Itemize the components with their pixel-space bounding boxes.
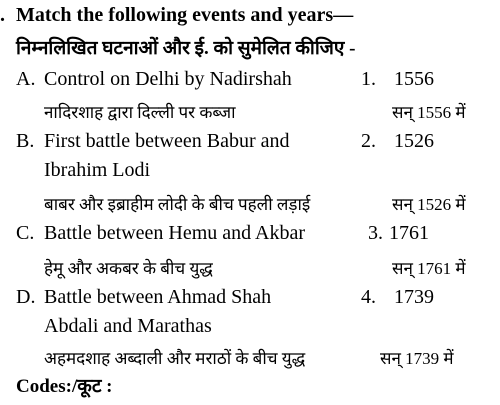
item-b-year-hi: सन् 1526 में xyxy=(392,195,466,214)
item-b-label: B. xyxy=(16,130,35,152)
item-d-year-hi: सन् 1739 में xyxy=(380,349,454,368)
codes-label: Codes:/कूट : xyxy=(16,376,113,397)
item-d-num: 4. xyxy=(361,286,376,308)
question-heading xyxy=(0,4,353,27)
item-d-label: D. xyxy=(16,286,36,308)
item-d-year: 1739 xyxy=(394,286,434,308)
item-b-num: 2. xyxy=(361,130,376,152)
item-c-label: C. xyxy=(16,222,35,244)
item-a-label: A. xyxy=(16,68,36,90)
item-a-event-en: Control on Delhi by Nadirshah xyxy=(44,68,292,90)
item-b-event-en-line2: Ibrahim Lodi xyxy=(44,159,151,181)
item-a-year-hi: सन् 1556 में xyxy=(392,103,466,122)
question-title-hi: निम्नलिखित घटनाओं और ई. को सुमेलित कीजिए - xyxy=(16,38,356,59)
item-d-event-hi: अहमदशाह अब्दाली और मराठों के बीच युद्ध xyxy=(44,349,306,368)
question-prefix: . xyxy=(0,4,5,26)
item-a-year: 1556 xyxy=(394,68,434,90)
item-a-event-hi: नादिरशाह द्वारा दिल्ली पर कब्जा xyxy=(44,103,236,122)
question-title-en: Match the following events and years— xyxy=(16,4,354,26)
item-b-event-en: First battle between Babur and xyxy=(44,130,290,152)
item-d-event-en: Battle between Ahmad Shah xyxy=(44,286,272,308)
item-d-event-en-line2: Abdali and Marathas xyxy=(44,315,212,337)
item-c-event-en: Battle between Hemu and Akbar xyxy=(44,222,306,244)
item-c-num: 3. xyxy=(368,222,383,244)
item-c-year-hi: सन् 1761 में xyxy=(392,259,466,278)
item-a-num: 1. xyxy=(361,68,376,90)
item-b-year: 1526 xyxy=(394,130,434,152)
item-c-event-hi: हेमू और अकबर के बीच युद्ध xyxy=(44,259,213,278)
item-c-year: 1761 xyxy=(389,222,429,244)
item-b-event-hi: बाबर और इब्राहीम लोदी के बीच पहली लड़ाई xyxy=(44,195,311,214)
